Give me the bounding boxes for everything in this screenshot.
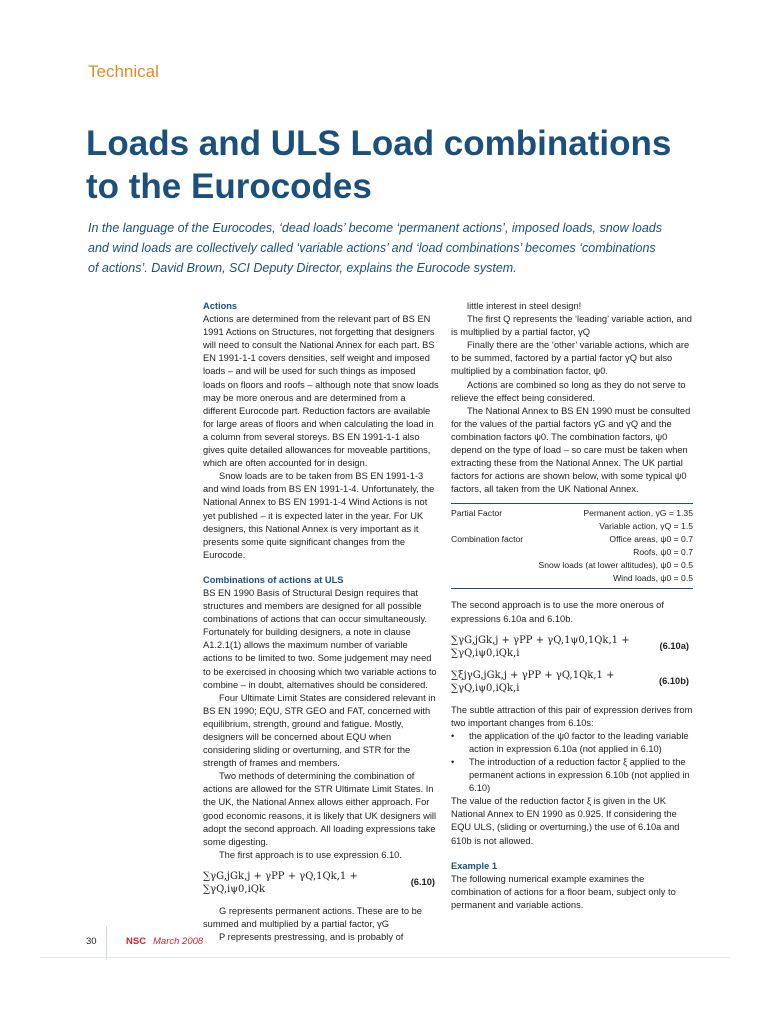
issue-date: March 2008 xyxy=(153,936,204,947)
equation-6-10 xyxy=(203,870,439,896)
equation-6-10b xyxy=(451,669,693,695)
equation-text: ∑ξjγG,jGk,j + γPP + γQ,1Qk,1 + ∑γQ,iψ0,iQk,i xyxy=(451,669,615,694)
footer-divider xyxy=(40,926,107,960)
table-cell: Wind loads, ψ0 = 0.5 xyxy=(613,573,693,584)
paragraph: The following numerical example examines the combination of actions for a floor beam, subject only to permanent and variable actions. xyxy=(451,873,676,910)
heading-actions: Actions xyxy=(203,301,238,311)
partial-factor-table xyxy=(451,503,693,589)
article-title: Loads and ULS Load combinations to the Eurocodes xyxy=(86,124,672,206)
paragraph: The subtle attraction of this pair of expression derives from two important changes from 6.10s: xyxy=(451,704,693,728)
magazine-name: NSC xyxy=(126,936,147,947)
page-number: 30 xyxy=(86,936,97,947)
table-cell: Office areas, ψ0 = 0.7 xyxy=(609,534,693,545)
bullet-item xyxy=(451,756,693,795)
paragraph: Actions are determined from the relevant part of BS EN 1991 Actions on Structures, not forgetting that designers will need to consult the National Annex for each part. BS EN 1991-1-1 covers densities, self weight and imposed loads – and will be used for such things as imposed loads on floors and roofs – although note that snow loads may be more onerous and are determined from a different Eurocode part. Reduction factors are available for large areas of floors and when calculating the load in a column from several storeys. BS EN 1991-1-1 also gives quite detailed allowances for moveable partitions, which are often accounted for in design. xyxy=(203,314,439,469)
table-row xyxy=(451,572,693,585)
table-row xyxy=(451,520,693,533)
paragraph: P represents prestressing, and is probably of xyxy=(219,932,404,943)
right-column xyxy=(451,300,693,912)
table-cell: Snow loads (at lower altitudes), ψ0 = 0.5 xyxy=(538,560,693,571)
paragraph: Four Ultimate Limit States are considered relevant in BS EN 1990; EQU, STR GEO and FAT, concerned with equilibrium, strength, ground and fatigue. Mostly, designers will be concerned about EQU when considering sliding or overturning, and STR for the strength of frames and members. xyxy=(203,692,436,769)
table-row xyxy=(451,559,693,572)
paragraph: The National Annex to BS EN 1990 must be consulted for the values of the partial factors γG and γQ and the combination factors ψ0. The combination factors, ψ0 depend on the type of load – so care must be taken when extracting these from the National Annex. The UK partial factors for actions are shown below, with some typical ψ0 factors, all taken from the UK National Annex. xyxy=(451,405,691,495)
paragraph: Finally there are the ‘other’ variable actions, which are to be summed, factored by a partial factor γQ but also multiplied by a combination factor, ψ0. xyxy=(451,340,690,377)
paragraph: little interest in steel design! xyxy=(467,301,582,311)
table-cell: Variable action, γQ = 1.5 xyxy=(599,521,693,532)
equation-label: (6.10b) xyxy=(659,676,689,687)
paragraph: The value of the reduction factor ξ is given in the UK National Annex to EN 1990 as 0.925. If considering the EQU ULS, (sliding or overturning,) the use of 6.10a and 610b is not allowed. xyxy=(451,796,680,846)
bullet-text: the application of the ψ0 factor to the leading variable action in expression 6.10a (not applied in 6.10) xyxy=(469,730,689,754)
heading-example: Example 1 xyxy=(451,860,497,871)
equation-label: (6.10a) xyxy=(659,641,689,652)
bullet-icon: • xyxy=(451,730,455,741)
table-cell: Combination factor xyxy=(451,534,524,545)
table-cell: Permanent action, γG = 1.35 xyxy=(583,508,693,519)
heading-combinations: Combinations of actions at ULS xyxy=(203,574,344,585)
equation-6-10a xyxy=(451,634,693,660)
paragraph: Two methods of determining the combination of actions are allowed for the STR Ultimate Limit States. In the UK, the National Annex allows either approach. For good economic reasons, it is likely that UK designers will adopt the second approach. All loading expressions take some digesting. xyxy=(203,771,437,847)
equation-text: ∑γG,jGk,j + γPP + γQ,1ψ0,1Qk,1 + ∑γQ,iψ0,iQk,i xyxy=(451,634,630,659)
paragraph: The first approach is to use expression 6.10. xyxy=(219,849,402,860)
paragraph: BS EN 1990 Basis of Structural Design requires that structures and members are designed for all possible combinations of actions that can occur simultaneously. Fortunately for building designers, a note in clause A1.2.1(1) allows the maximum number of variable actions to be limited to two. Some judgement may need to be exercised in choosing which two variable actions to combine – in doubt, alternatives should be considered. xyxy=(203,587,437,690)
left-column xyxy=(203,300,439,944)
paragraph: Snow loads are to be taken from BS EN 1991-1-3 and wind loads from BS EN 1991-1-4. Unfortunately, the National Annex to BS EN 1991-1-4 Wind Actions is not yet published – it is expected later in the year. For UK designers, this National Annex is very important as it presents some quite significant changes from the Eurocode. xyxy=(203,471,435,560)
paragraph: The second approach is to use the more onerous of expressions 6.10a and 6.10b. xyxy=(451,600,664,624)
section-label: Technical xyxy=(88,62,159,81)
table-cell: Roofs, ψ0 = 0.7 xyxy=(633,547,693,558)
paragraph: G represents permanent actions. These are to be summed and multiplied by a partial factor, γG xyxy=(203,905,422,930)
footer-rule xyxy=(40,957,730,958)
bullet-icon: • xyxy=(451,756,455,767)
standfirst: In the language of the Eurocodes, ‘dead loads’ become ‘permanent actions’, imposed loads, snow loads and wind loads are collectively called ‘variable actions’ and ‘load combinations’ becomes ‘combinations of actions’. David Brown, SCI Deputy Director, explains the Eurocode system. xyxy=(88,221,662,275)
equation-text: ∑γG,jGk,j + γPP + γQ,1Qk,1 + ∑γQ,iψ0,iQk xyxy=(203,870,358,895)
bullet-item xyxy=(451,730,693,756)
paragraph: Actions are combined so long as they do not serve to relieve the effect being considered. xyxy=(451,379,686,403)
paragraph: The first Q represents the ‘leading’ variable action, and is multiplied by a partial factor, γQ xyxy=(451,314,692,338)
table-row xyxy=(451,507,693,520)
table-row xyxy=(451,546,693,559)
equation-label: (6.10) xyxy=(410,877,435,888)
table-row xyxy=(451,533,693,546)
bullet-text: The introduction of a reduction factor ξ applied to the permanent actions in expression 6.10b (not applied in 6.10) xyxy=(469,756,690,794)
table-cell: Partial Factor xyxy=(451,508,503,519)
